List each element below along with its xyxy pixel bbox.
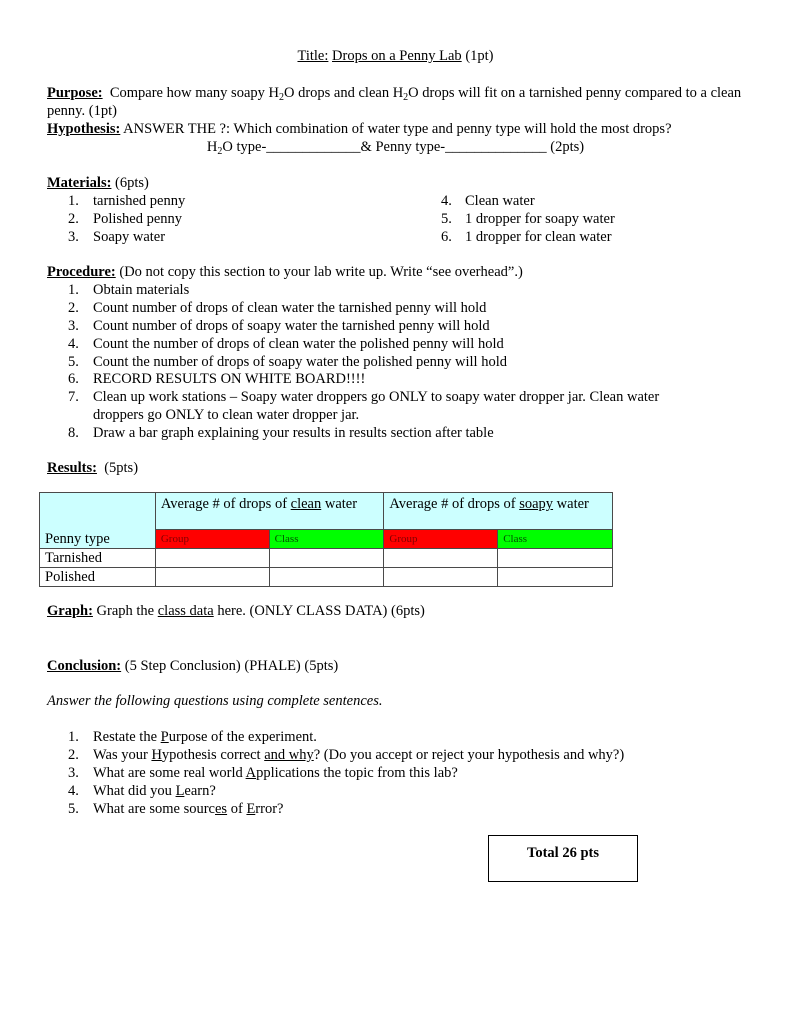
table-subheader-row bbox=[40, 530, 613, 549]
group-header-soapy: Group bbox=[384, 530, 498, 549]
graph-section bbox=[47, 602, 425, 620]
soapy-head-underlined: soapy bbox=[519, 496, 554, 512]
table-row bbox=[40, 568, 613, 587]
q-underlined: L bbox=[175, 783, 185, 799]
soapy-head-text-end: water bbox=[553, 496, 589, 512]
q-text-mid: ypothesis correct bbox=[161, 747, 265, 763]
clean-head-underlined: clean bbox=[290, 496, 322, 512]
title-points: (1pt) bbox=[465, 48, 494, 64]
soapy-water-header bbox=[384, 493, 613, 530]
conclusion-heading bbox=[47, 657, 338, 675]
graph-text-end: here. (ONLY CLASS DATA) (6pts) bbox=[213, 603, 425, 619]
list-item bbox=[93, 764, 458, 782]
list-number: 6. bbox=[441, 229, 452, 245]
q-text: Was your bbox=[93, 747, 152, 763]
q-text: Restate the bbox=[93, 729, 161, 745]
table-header-row bbox=[40, 493, 613, 530]
purpose-text-b: O drops and clean H bbox=[283, 85, 404, 101]
graph-text-underlined: class data bbox=[157, 603, 214, 619]
list-number: 3. bbox=[68, 318, 79, 334]
procedure-label: Procedure: bbox=[47, 264, 116, 280]
list-number: 4. bbox=[68, 783, 79, 799]
hypothesis-blank-line: O type-_____________& Penny type-______________ (2pts) bbox=[222, 139, 585, 155]
results-table bbox=[39, 492, 613, 587]
list-number: 3. bbox=[68, 229, 79, 245]
list-item: tarnished penny bbox=[93, 193, 186, 209]
q-text: What are some sourc bbox=[93, 801, 215, 817]
empty-cell[interactable] bbox=[498, 568, 613, 587]
list-number: 1. bbox=[68, 282, 79, 298]
list-item: Count number of drops of clean water the tarnished penny will hold bbox=[93, 300, 487, 316]
q-text-mid: of bbox=[227, 801, 247, 817]
list-item: Soapy water bbox=[93, 229, 166, 245]
hypothesis-text: ANSWER THE ?: Which combination of water type and penny type will hold the most drops? bbox=[123, 121, 672, 137]
list-item: Count number of drops of soapy water the tarnished penny will hold bbox=[93, 318, 490, 334]
q-text-end: rror? bbox=[255, 801, 284, 817]
q-text: What are some real world bbox=[93, 765, 246, 781]
class-header-soapy: Class bbox=[498, 530, 613, 549]
conclusion-text: (5 Step Conclusion) (PHALE) (5pts) bbox=[124, 658, 339, 674]
materials-heading bbox=[47, 174, 149, 192]
clean-head-text: Average # of drops of bbox=[160, 496, 291, 512]
row-label-polished: Polished bbox=[40, 568, 156, 587]
list-item bbox=[93, 782, 216, 800]
conclusion-instruction: Answer the following questions using complete sentences. bbox=[47, 693, 383, 709]
q-underlined-2: and why bbox=[264, 747, 314, 763]
hypothesis-blanks bbox=[0, 138, 791, 156]
list-item: RECORD RESULTS ON WHITE BOARD!!!! bbox=[93, 371, 366, 387]
empty-cell[interactable] bbox=[498, 549, 613, 568]
q-underlined: H bbox=[151, 747, 162, 763]
q-underlined: es bbox=[215, 801, 228, 817]
list-number: 1. bbox=[68, 193, 79, 209]
empty-cell[interactable] bbox=[384, 549, 498, 568]
list-number: 4. bbox=[68, 336, 79, 352]
subscript-2: 2 bbox=[217, 146, 223, 157]
materials-label: Materials: bbox=[47, 175, 112, 191]
list-number: 4. bbox=[441, 193, 452, 209]
list-item: Clean up work stations – Soapy water droppers go ONLY to soapy water dropper jar. Clean water bbox=[93, 389, 660, 405]
results-label: Results: bbox=[47, 460, 97, 476]
penny-type-header: Penny type bbox=[40, 530, 156, 549]
empty-cell[interactable] bbox=[384, 568, 498, 587]
hypothesis-h: H bbox=[206, 139, 218, 155]
page-title bbox=[0, 47, 791, 65]
list-item: Count the number of drops of clean water the polished penny will hold bbox=[93, 336, 504, 352]
graph-text: Graph the bbox=[96, 603, 158, 619]
q-text-end: ? (Do you accept or reject your hypothesis and why?) bbox=[313, 747, 625, 763]
q-underlined-2: E bbox=[246, 801, 256, 817]
list-number: 8. bbox=[68, 425, 79, 441]
conclusion-label: Conclusion: bbox=[47, 658, 122, 674]
list-item: 1 dropper for soapy water bbox=[465, 211, 615, 227]
list-item bbox=[93, 800, 283, 818]
clean-head-text-end: water bbox=[321, 496, 358, 512]
clean-water-header bbox=[155, 493, 384, 530]
list-number: 5. bbox=[68, 354, 79, 370]
q-text-end: earn? bbox=[184, 783, 216, 799]
list-item bbox=[93, 728, 317, 746]
list-number: 1. bbox=[68, 729, 79, 745]
list-item bbox=[93, 746, 624, 764]
list-number: 2. bbox=[68, 300, 79, 316]
list-item: 1 dropper for clean water bbox=[465, 229, 612, 245]
graph-label: Graph: bbox=[47, 603, 93, 619]
procedure-heading bbox=[47, 263, 523, 281]
results-points: (5pts) bbox=[104, 460, 139, 476]
list-number: 5. bbox=[441, 211, 452, 227]
list-number: 2. bbox=[68, 747, 79, 763]
materials-points: (6pts) bbox=[115, 175, 149, 191]
list-item: Polished penny bbox=[93, 211, 183, 227]
q-underlined: A bbox=[245, 765, 257, 781]
subscript-2: 2 bbox=[403, 92, 409, 103]
soapy-head-text: Average # of drops of bbox=[389, 496, 520, 512]
title-name: Drops on a Penny Lab bbox=[332, 48, 462, 64]
list-number: 6. bbox=[68, 371, 79, 387]
q-underlined: P bbox=[160, 729, 169, 745]
list-number: 3. bbox=[68, 765, 79, 781]
list-number: 7. bbox=[68, 389, 79, 405]
empty-cell[interactable] bbox=[155, 568, 269, 587]
list-item-continued: droppers go ONLY to clean water dropper jar. bbox=[93, 407, 360, 423]
list-item: Obtain materials bbox=[93, 282, 190, 298]
procedure-note: (Do not copy this section to your lab write up. Write “see overhead”.) bbox=[119, 264, 523, 280]
subscript-2: 2 bbox=[278, 92, 284, 103]
empty-cell[interactable] bbox=[269, 568, 384, 587]
hypothesis-section bbox=[47, 120, 672, 138]
list-number: 5. bbox=[68, 801, 79, 817]
table-row bbox=[40, 549, 613, 568]
q-text-end: pplications the topic from this lab? bbox=[256, 765, 458, 781]
empty-cell[interactable] bbox=[269, 549, 384, 568]
table-corner-cell bbox=[40, 493, 156, 530]
row-label-tarnished: Tarnished bbox=[40, 549, 156, 568]
list-item: Draw a bar graph explaining your results in results section after table bbox=[93, 425, 494, 441]
purpose-label: Purpose: bbox=[47, 85, 103, 101]
q-text-end: urpose of the experiment. bbox=[168, 729, 317, 745]
purpose-section bbox=[47, 84, 757, 120]
hypothesis-label: Hypothesis: bbox=[47, 121, 121, 137]
list-item: Clean water bbox=[465, 193, 535, 209]
empty-cell[interactable] bbox=[155, 549, 269, 568]
group-header-clean: Group bbox=[155, 530, 269, 549]
title-prefix: Title: bbox=[297, 48, 329, 64]
list-item: Count the number of drops of soapy water the polished penny will hold bbox=[93, 354, 507, 370]
results-heading bbox=[47, 459, 138, 477]
list-number: 2. bbox=[68, 211, 79, 227]
class-header-clean: Class bbox=[269, 530, 384, 549]
purpose-text-c: O drops will fit on a tarnished penny compared to a clean penny. (1pt) bbox=[47, 85, 742, 119]
q-text: What did you bbox=[93, 783, 176, 799]
purpose-text-a: Compare how many soapy H bbox=[109, 85, 279, 101]
total-points-box: Total 26 pts bbox=[488, 835, 638, 882]
